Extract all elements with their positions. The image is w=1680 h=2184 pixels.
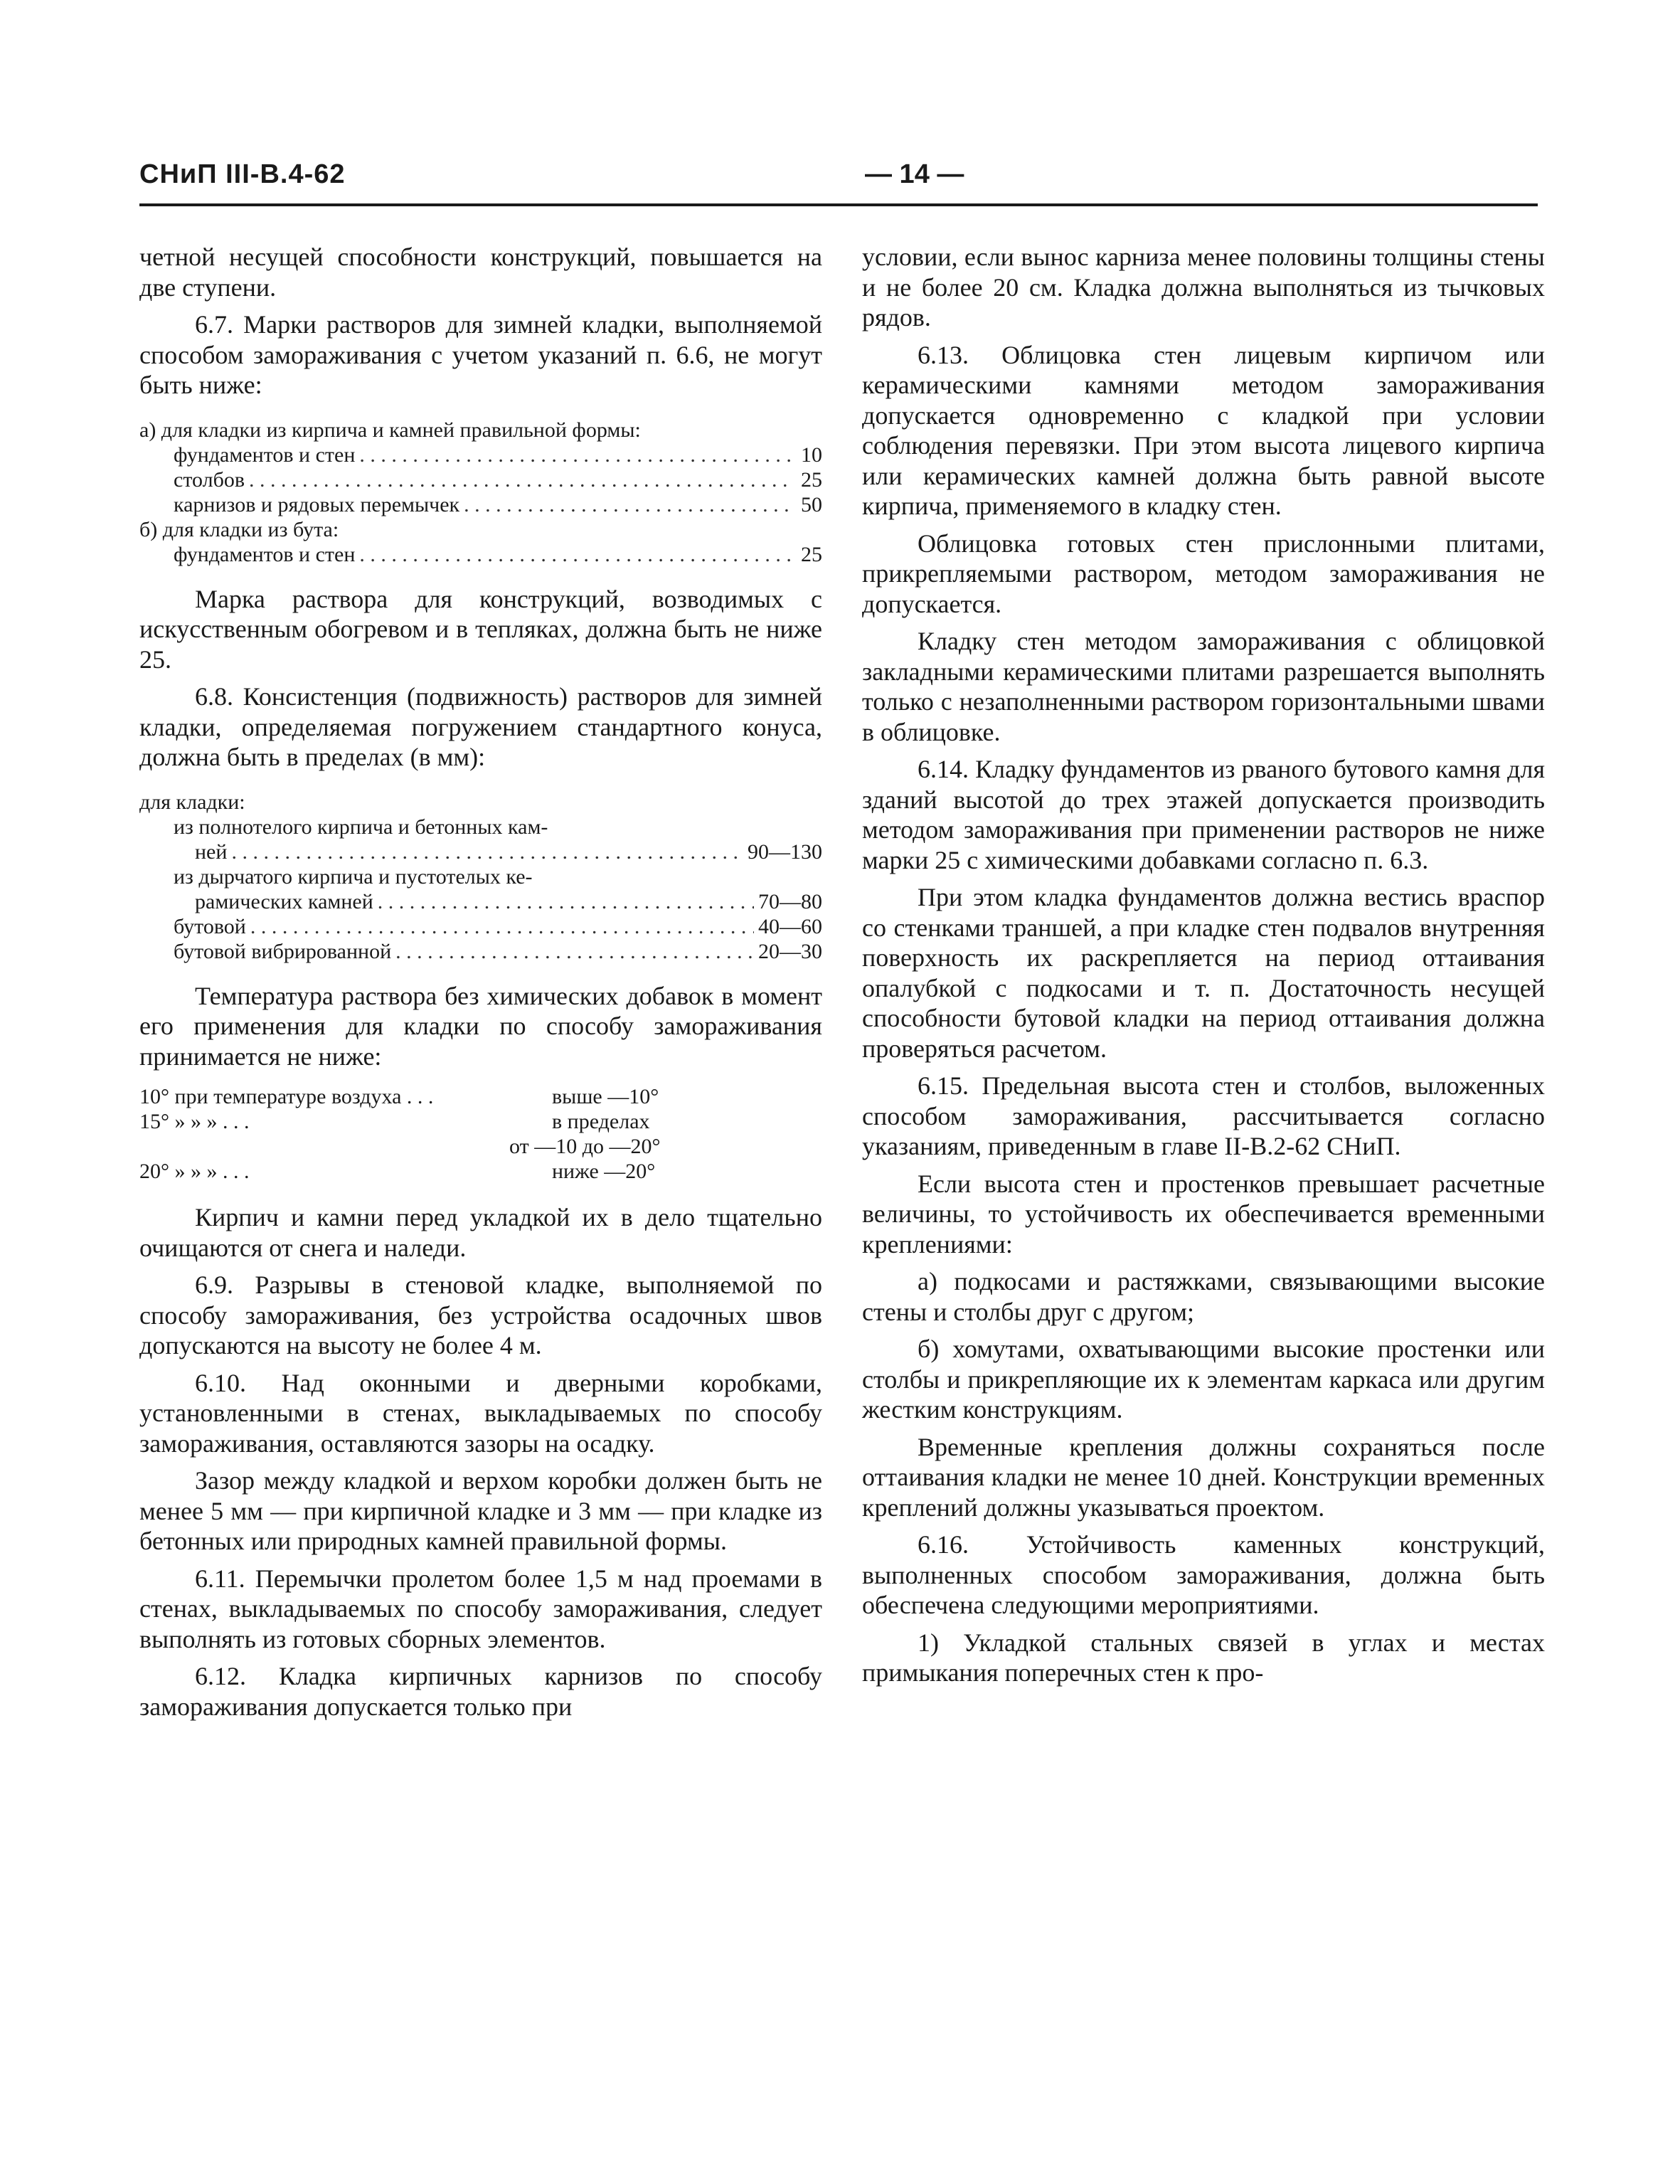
mortar-grade-list	[139, 418, 822, 567]
temperature-row	[139, 1134, 822, 1159]
temperature-label: 15° » » » . . .	[139, 1110, 250, 1133]
page-header	[139, 159, 1538, 202]
paragraph: Зазор между кладкой и верхом коробки должен быть не менее 5 мм — при кирпичной кладке и 3 мм — при кладке из бетонных или природных камней правильной формы.	[139, 1466, 822, 1555]
paragraph-6-10: 6.10. Над оконными и дверными коробками, установленными в стенах, выкладываемых по способу замораживания, оставляются зазоры на осадку.	[139, 1368, 822, 1458]
document-code: СНиП III-В.4-62	[139, 159, 346, 189]
list-item-value: 90—130	[748, 839, 822, 864]
list-item-value: 25	[801, 542, 822, 566]
list-item-a: а) подкосами и растяжками, связывающими высокие стены и столбы друг с другом;	[862, 1267, 1545, 1326]
paragraph: Температура раствора без химических добавок в момент его применения для кладки по способу замораживания принимается не ниже:	[139, 981, 822, 1071]
header-rule	[139, 203, 1538, 206]
paragraph-6-8: 6.8. Консистенция (подвижность) растворов для зимней кладки, определяемая погружением стандартного конуса, должна быть в пределах (в мм):	[139, 682, 822, 771]
paragraph: Кладку стен методом замораживания с облицовкой закладными керамическими плитами разрешается выполнять только с незаполненными раствором горизонтальными швами в облицовке.	[862, 627, 1545, 746]
left-column	[139, 242, 822, 1729]
leader-dots	[378, 889, 754, 914]
consistency-list	[139, 790, 822, 964]
temperature-condition: в пределах	[552, 1110, 650, 1133]
right-column	[862, 242, 1545, 1695]
list-item-b: б) хомутами, охватывающими высокие простенки или столбы и прикрепляющие их к элементам каркаса или другим жестким конструкциям.	[862, 1335, 1545, 1424]
paragraph-6-13: 6.13. Облицовка стен лицевым кирпичом или керамическими камнями методом замораживания допускается одновременно с кладкой при условии соблюдения перевязки. При этом высота лицевого кирпича или керамических камней должна быть равной высоте кирпича, применяемого в кладку стен.	[862, 340, 1545, 520]
list-item-label: карнизов и рядовых перемычек	[174, 492, 460, 516]
list-item-line: из полнотелого кирпича и бетонных кам-	[174, 815, 548, 839]
paragraph: Кирпич и камни перед укладкой их в дело тщательно очищаются от снега и наледи.	[139, 1203, 822, 1262]
paragraph-6-15: 6.15. Предельная высота стен и столбов, выложенных способом замораживания, рассчитывается согласно указаниям, приведенным в главе II-В.2-62 СНиП.	[862, 1071, 1545, 1160]
list-heading: а) для кладки из кирпича и камней правильной формы:	[139, 418, 641, 442]
list-item	[139, 467, 822, 492]
list-item-label: ней	[195, 839, 228, 864]
leader-dots	[359, 542, 792, 567]
list-item	[139, 492, 822, 517]
temperature-condition: ниже —20°	[552, 1160, 656, 1183]
page-number: — 14 —	[865, 159, 964, 189]
leader-dots	[231, 839, 743, 864]
list-item-label: бутовой вибрированной	[174, 939, 392, 963]
paragraph: Марка раствора для конструкций, возводимых с искусственным обогревом и в тепляках, должна быть не ниже 25.	[139, 584, 822, 674]
paragraph-6-12: 6.12. Кладка кирпичных карнизов по способу замораживания допускается только при	[139, 1662, 822, 1721]
list-item	[139, 542, 822, 567]
paragraph-6-11: 6.11. Перемычки пролетом более 1,5 м над проемами в стенах, выкладываемых по способу замораживания, следует выполнять из готовых сборных элементов.	[139, 1564, 822, 1653]
leader-dots	[250, 914, 754, 939]
temperature-condition: от —10 до —20°	[509, 1135, 661, 1158]
temperature-label: 20° » » » . . .	[139, 1160, 250, 1183]
leader-dots	[395, 939, 754, 964]
list-item-label: фундаментов и стен	[174, 542, 356, 566]
list-item	[139, 914, 822, 939]
list-item-label: фундаментов и стен	[174, 442, 356, 467]
paragraph-6-9: 6.9. Разрывы в стеновой кладке, выполняемой по способу замораживания, без устройства осадочных швов допускаются на высоту не более 4 м.	[139, 1271, 822, 1359]
paragraph: четной несущей способности конструкций, повышается на две ступени.	[139, 243, 822, 302]
paragraph: Облицовка готовых стен прислонными плитами, прикрепляемыми раствором, методом замораживания не допускается.	[862, 529, 1545, 618]
list-item-value: 10	[801, 442, 822, 467]
list-item-label: столбов	[174, 467, 245, 492]
paragraph: условии, если вынос карниза менее половины толщины стены и не более 20 см. Кладка должна выполняться из тычковых рядов.	[862, 243, 1545, 332]
list-item-line: из дырчатого кирпича и пустотелых ке-	[174, 864, 533, 889]
temperature-row	[139, 1109, 822, 1134]
leader-dots	[464, 492, 792, 517]
temperature-label: 10° при температуре воздуха . . .	[139, 1085, 434, 1108]
temperature-row	[139, 1159, 822, 1184]
list-item	[139, 939, 822, 964]
list-heading: для кладки:	[139, 790, 245, 814]
list-heading: б) для кладки из бута:	[139, 517, 339, 541]
temperature-condition: выше —10°	[552, 1085, 659, 1108]
list-item-value: 50	[801, 492, 822, 516]
leader-dots	[359, 442, 792, 467]
list-item-value: 70—80	[758, 889, 822, 913]
leader-dots	[249, 467, 792, 492]
temperature-row	[139, 1084, 822, 1109]
paragraph-6-14: 6.14. Кладку фундаментов из рваного бутового камня для зданий высотой до трех этажей допускается производить методом замораживания при применении растворов не ниже марки 25 с химическими добавками согласно п. 6.3.	[862, 755, 1545, 874]
paragraph-6-7: 6.7. Марки растворов для зимней кладки, выполняемой способом замораживания с учетом указаний п. 6.6, не могут быть ниже:	[139, 310, 822, 399]
list-item-value: 20—30	[758, 939, 822, 963]
list-item-1: 1) Укладкой стальных связей в углах и местах примыкания поперечных стен к про-	[862, 1628, 1545, 1687]
paragraph: При этом кладка фундаментов должна вестись враспор со стенками траншей, а при кладке стен подвалов внутренняя поверхность их раскрепляется на период оттаивания опалубкой с подкосами и т. п. Достаточность несущей способности бутовой кладки на период оттаивания должна проверяться расчетом.	[862, 883, 1545, 1063]
paragraph: Временные крепления должны сохраняться после оттаивания кладки не менее 10 дней. Конструкции временных креплений должны указываться проектом.	[862, 1432, 1545, 1522]
list-item	[139, 442, 822, 467]
list-item	[139, 889, 822, 914]
paragraph: Если высота стен и простенков превышает расчетные величины, то устойчивость их обеспечивается временными креплениями:	[862, 1169, 1545, 1258]
temperature-table	[139, 1084, 822, 1184]
list-item-label: бутовой	[174, 914, 246, 938]
list-item	[139, 839, 822, 864]
list-item-value: 40—60	[758, 914, 822, 938]
list-item-label: рамических камней	[195, 889, 373, 913]
list-item-value: 25	[801, 467, 822, 492]
paragraph-6-16: 6.16. Устойчивость каменных конструкций, выполненных способом замораживания, должна быть обеспечена следующими мероприятиями.	[862, 1530, 1545, 1619]
